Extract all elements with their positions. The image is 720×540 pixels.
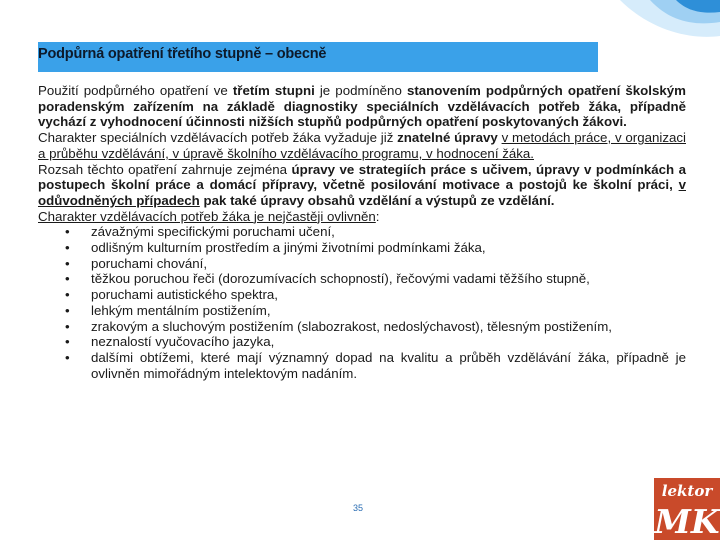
list-item-text: neznalostí vyučovacího jazyka, bbox=[91, 334, 275, 350]
list-item-text: zrakovým a sluchovým postižením (slabozrakost, nedoslýchavost), tělesným postižením, bbox=[91, 318, 612, 334]
p4-text-1: : bbox=[375, 208, 380, 224]
p1-text-2: je podmíněno bbox=[314, 83, 407, 98]
list-item bbox=[38, 256, 686, 272]
bullet-icon: • bbox=[65, 224, 70, 240]
bullet-icon: • bbox=[65, 255, 70, 271]
list-item bbox=[38, 287, 686, 303]
list-item-text: závažnými specifickými poruchami učení, bbox=[91, 224, 335, 240]
bullet-icon: • bbox=[65, 302, 70, 318]
paragraph-1 bbox=[38, 83, 686, 130]
lektor-mk-logo bbox=[654, 478, 720, 540]
bullet-icon: • bbox=[65, 271, 70, 287]
paragraph-4 bbox=[38, 209, 686, 225]
influence-list bbox=[38, 224, 686, 381]
slide-title: Podpůrná opatření třetího stupně – obecně bbox=[38, 46, 327, 62]
svg-text:lektor: lektor bbox=[661, 482, 713, 500]
list-item-text: poruchami autistického spektra, bbox=[91, 287, 278, 303]
page-number: 35 bbox=[353, 503, 364, 513]
list-item-text: dalšími obtížemi, které mají významný dopad na kvalitu a průběh vzdělávání žáka, případně je ovlivněn mimořádným intelektovým nadáním. bbox=[91, 349, 686, 381]
p1-text-1: Použití podpůrného opatření ve bbox=[38, 83, 233, 98]
p2-underline-1: v metodách práce, v organizaci a průběhu vzdělávání, v úpravě školního vzdělávacího programu, v hodnocení žáka. bbox=[38, 130, 686, 161]
slide-content bbox=[38, 83, 686, 381]
bullet-icon: • bbox=[65, 318, 70, 334]
p3-bold-1: úpravy ve strategiích práce s učivem, úpravy v podmínkách a postupech školní práce a domácí přípravy, včetně posilování motivace a postojů ke školní práci, bbox=[38, 161, 686, 193]
list-item bbox=[38, 271, 686, 287]
list-item-text: těžkou poruchou řeči (dorozumívacích schopností), řečovými vadami těžšího stupně, bbox=[91, 271, 590, 287]
bullet-icon: • bbox=[65, 287, 70, 303]
p4-underline-1: Charakter vzdělávacích potřeb žáka je nejčastěji ovlivněn bbox=[38, 208, 376, 224]
list-item-text: poruchami chování, bbox=[91, 255, 208, 271]
list-item bbox=[38, 319, 686, 335]
list-item bbox=[38, 334, 686, 350]
list-item bbox=[38, 350, 686, 381]
list-item bbox=[38, 240, 686, 256]
p3-text-1: Rozsah těchto opatření zahrnuje zejména bbox=[38, 161, 292, 177]
svg-text:MK: MK bbox=[654, 502, 720, 540]
list-item-text: odlišným kulturním prostředím a jinými životními podmínkami žáka, bbox=[91, 240, 486, 256]
p1-bold-1: třetím stupni bbox=[232, 83, 315, 98]
p2-bold-1: znatelné úpravy bbox=[397, 130, 498, 146]
paragraph-3 bbox=[38, 162, 686, 209]
paragraph-2 bbox=[38, 130, 686, 161]
list-item bbox=[38, 224, 686, 240]
p2-text-1: Charakter speciálních vzdělávacích potřeb žáka vyžaduje již bbox=[38, 130, 398, 146]
p3-bold-underline: v odůvodněných případech bbox=[38, 177, 686, 208]
list-item bbox=[38, 303, 686, 319]
list-item-text: lehkým mentálním postižením, bbox=[91, 302, 271, 318]
bullet-icon: • bbox=[65, 349, 70, 365]
bullet-icon: • bbox=[65, 240, 70, 256]
p1-bold-2: stanovením podpůrných opatření školským poradenským zařízením na základě diagnostiky speciálních vzdělávacích potřeb žáka, případně vychází z vyhodnocení účinnosti nižších stupňů podpůrných opatření poskytovaných žákovi. bbox=[38, 83, 686, 130]
corner-wave-decoration bbox=[580, 0, 720, 70]
bullet-icon: • bbox=[65, 334, 70, 350]
p3-bold-2: pak také úpravy obsahů vzdělání a výstupů ze vzdělání. bbox=[199, 192, 555, 208]
